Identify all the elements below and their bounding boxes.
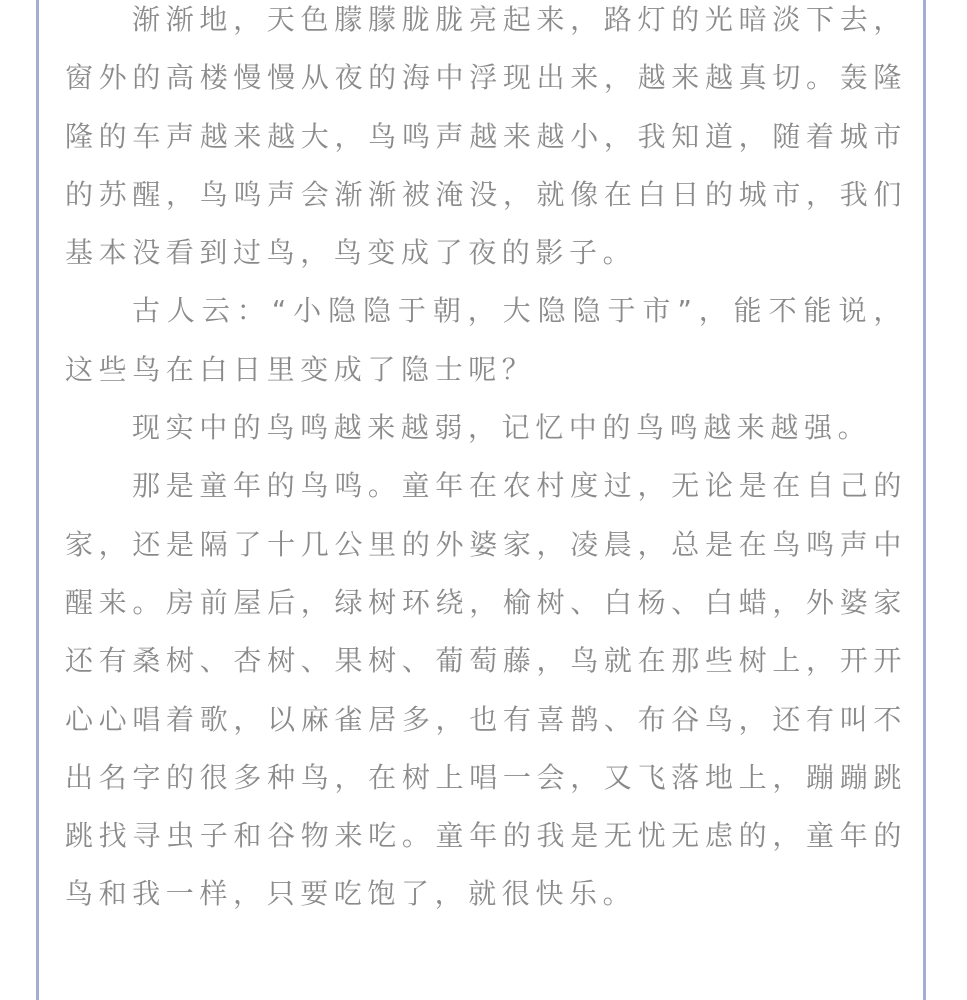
paragraph-childhood: 那是童年的鸟鸣。童年在农村度过，无论是在自己的家，还是隔了十几公里的外婆家，凌晨，总是在鸟鸣声中醒来。房前屋后，绿树环绕，榆树、白杨、白蜡，外婆家还有桑树、杏树、果树、葡萄藤，鸟就在那些树上，开开心心唱着歌，以麻雀居多，也有喜鹊、布谷鸟，还有叫不出名字的很多种鸟，在树上唱一会，又飞落地上，蹦蹦跳跳找寻虫子和谷物来吃。童年的我是无忧无虑的，童年的鸟和我一样，只要吃饱了，就很快乐。 — [65, 469, 907, 911]
paragraph-memory: 现实中的鸟鸣越来越弱，记忆中的鸟鸣越来越强。 — [132, 411, 872, 445]
paragraph-dawn: 渐渐地，天色朦朦胧胧亮起来，路灯的光暗淡下去，窗外的高楼慢慢从夜的海中浮现出来，越来越真切。轰隆隆的车声越来越大，鸟鸣声越来越小，我知道，随着城市的苏醒，鸟鸣声会渐渐被淹没，就像在白日的城市，我们基本没看到过鸟，鸟变成了夜的影子。 — [65, 3, 907, 270]
article-body — [65, 0, 907, 924]
paragraph-hermit-quote: 古人云：“小隐隐于朝，大隐隐于市”，能不能说，这些鸟在白日里变成了隐士呢？ — [65, 294, 907, 386]
